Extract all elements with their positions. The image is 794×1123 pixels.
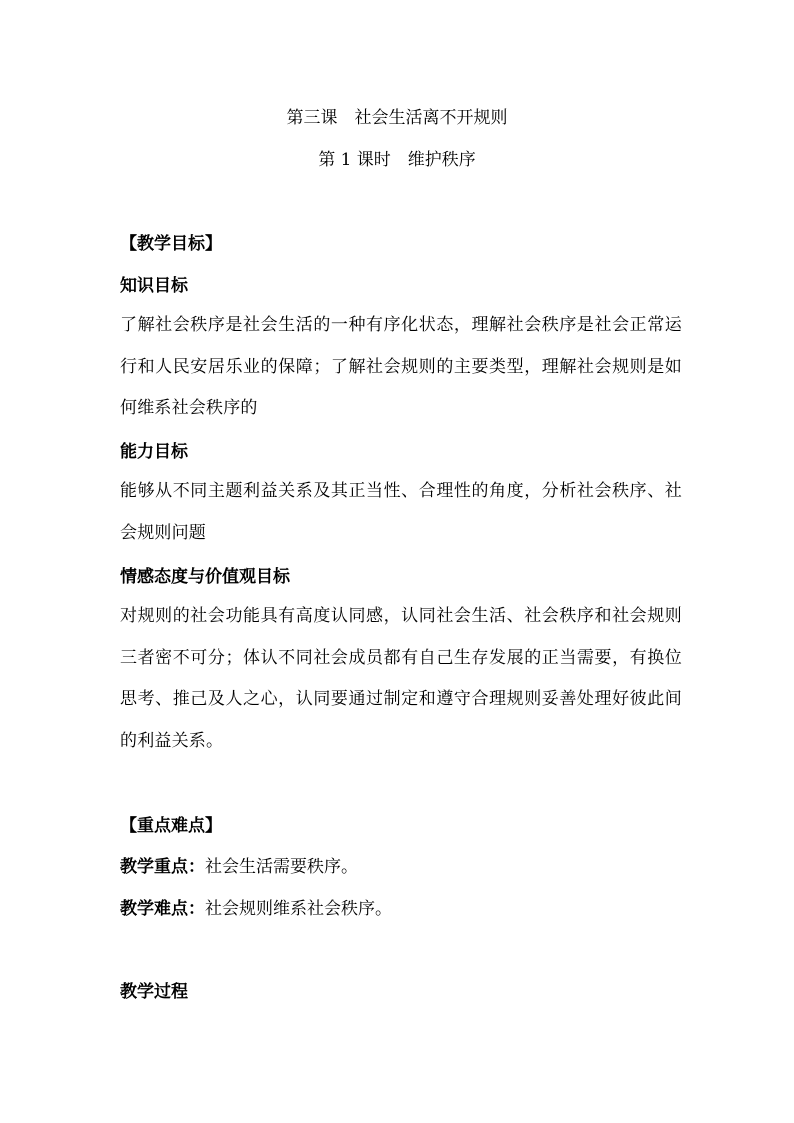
lesson-title: 第三课 社会生活离不开规则 (286, 108, 508, 128)
teaching-process-heading: 教学过程 (120, 982, 188, 1002)
teaching-difficulty-text: 社会规则维系社会秩序。 (205, 899, 392, 919)
emotion-objective-text: 对规则的社会功能具有高度认同感，认同社会生活、社会秩序和社会规则三者密不可分；体认不同社会成员都有自己生存发展的正当需要，有换位思考、推己及人之心，认同要通过制定和遵守合理规则妥善处理好彼此间的利益关系。 (120, 606, 682, 751)
objectives-heading: 【教学目标】 (120, 234, 222, 254)
teaching-difficulty (120, 897, 392, 921)
ability-objective-heading: 能力目标 (120, 442, 188, 462)
lesson-subtitle: 第 1 课时 维护秩序 (318, 150, 476, 170)
knowledge-objective-heading: 知识目标 (120, 276, 188, 296)
teaching-focus-label: 教学重点： (120, 857, 205, 877)
ability-objective-text: 能够从不同主题利益关系及其正当性、合理性的角度，分析社会秩序、社会规则问题 (120, 481, 682, 543)
key-points-heading: 【重点难点】 (120, 816, 222, 836)
emotion-objective-heading: 情感态度与价值观目标 (120, 567, 290, 587)
teaching-difficulty-label: 教学难点： (120, 899, 205, 919)
knowledge-objective-text: 了解社会秩序是社会生活的一种有序化状态，理解社会秩序是社会正常运行和人民安居乐业的保障；了解社会规则的主要类型，理解社会规则是如何维系社会秩序的 (120, 315, 682, 418)
teaching-focus-text: 社会生活需要秩序。 (205, 857, 358, 877)
teaching-focus (120, 855, 358, 879)
